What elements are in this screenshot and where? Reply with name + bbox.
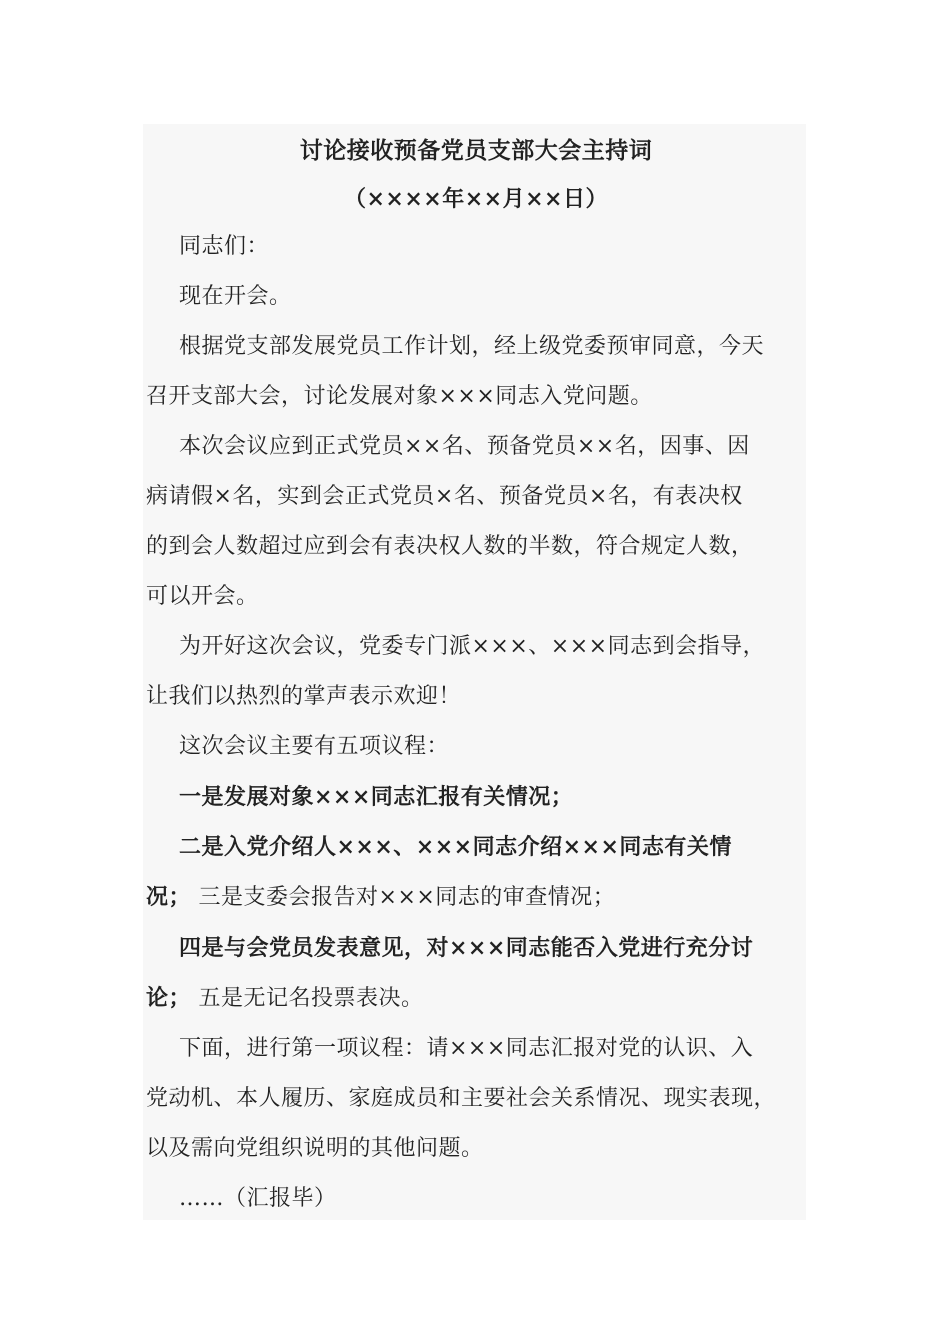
paragraph-line: 可以开会。 <box>146 584 259 609</box>
agenda-item-4-line: 四是与会党员发表意见，对×××同志能否入党进行充分讨 <box>179 935 754 961</box>
paragraph-line: 下面，进行第一项议程：请×××同志汇报对党的认识、入 <box>179 1036 754 1061</box>
agenda-item-5-text: 五是无记名投票表决。 <box>191 986 424 1011</box>
agenda-item-4-5 <box>146 923 826 1024</box>
document-date: （××××年××月××日） <box>344 186 608 212</box>
agenda-item-2-3-line <box>146 872 826 923</box>
agenda-item-4-5-line <box>146 973 826 1024</box>
closing <box>146 1174 826 1224</box>
agenda-intro-text: 这次会议主要有五项议程： <box>179 734 450 759</box>
agenda-item-2-line: 二是入党介绍人×××、×××同志介绍×××同志有关情 <box>179 834 732 860</box>
opening-text: 现在开会。 <box>179 284 292 309</box>
paragraph-line: 本次会议应到正式党员××名、预备党员××名，因事、因 <box>179 434 750 459</box>
paragraph-line: 为开好这次会议，党委专门派×××、×××同志到会指导， <box>179 634 766 659</box>
paragraph-attendance <box>146 422 826 622</box>
agenda-item-1-text: 一是发展对象×××同志汇报有关情况； <box>179 784 574 810</box>
closing-text: ……（汇报毕） <box>179 1186 337 1211</box>
paragraph-line: 召开支部大会，讨论发展对象×××同志入党问题。 <box>146 384 653 409</box>
document-title: 讨论接收预备党员支部大会主持词 <box>299 137 653 164</box>
agenda-item-1 <box>146 772 826 822</box>
greeting <box>146 222 826 272</box>
document-body <box>146 126 826 1224</box>
paragraph-background <box>146 322 826 422</box>
agenda-item-2-3 <box>146 822 826 923</box>
paragraph-line: 以及需向党组织说明的其他问题。 <box>146 1136 484 1161</box>
paragraph-welcome <box>146 622 826 722</box>
agenda-intro <box>146 722 826 772</box>
agenda-item-2-end: 况； <box>146 884 192 910</box>
paragraph-line: 让我们以热烈的掌声表示欢迎！ <box>146 684 462 709</box>
opening <box>146 272 826 322</box>
paragraph-line: 病请假×名，实到会正式党员×名、预备党员×名，有表决权 <box>146 484 743 509</box>
greeting-text: 同志们： <box>179 234 270 259</box>
paragraph-line: 根据党支部发展党员工作计划，经上级党委预审同意，今天 <box>179 334 765 359</box>
agenda-item-4-end: 论； <box>146 985 192 1011</box>
agenda-item-3-text: 三是支委会报告对×××同志的审查情况； <box>191 885 616 910</box>
paragraph-line: 党动机、本人履历、家庭成员和主要社会关系情况、现实表现， <box>146 1086 777 1111</box>
paragraph-first-agenda <box>146 1024 826 1174</box>
paragraph-line: 的到会人数超过应到会有表决权人数的半数，符合规定人数， <box>146 534 754 559</box>
